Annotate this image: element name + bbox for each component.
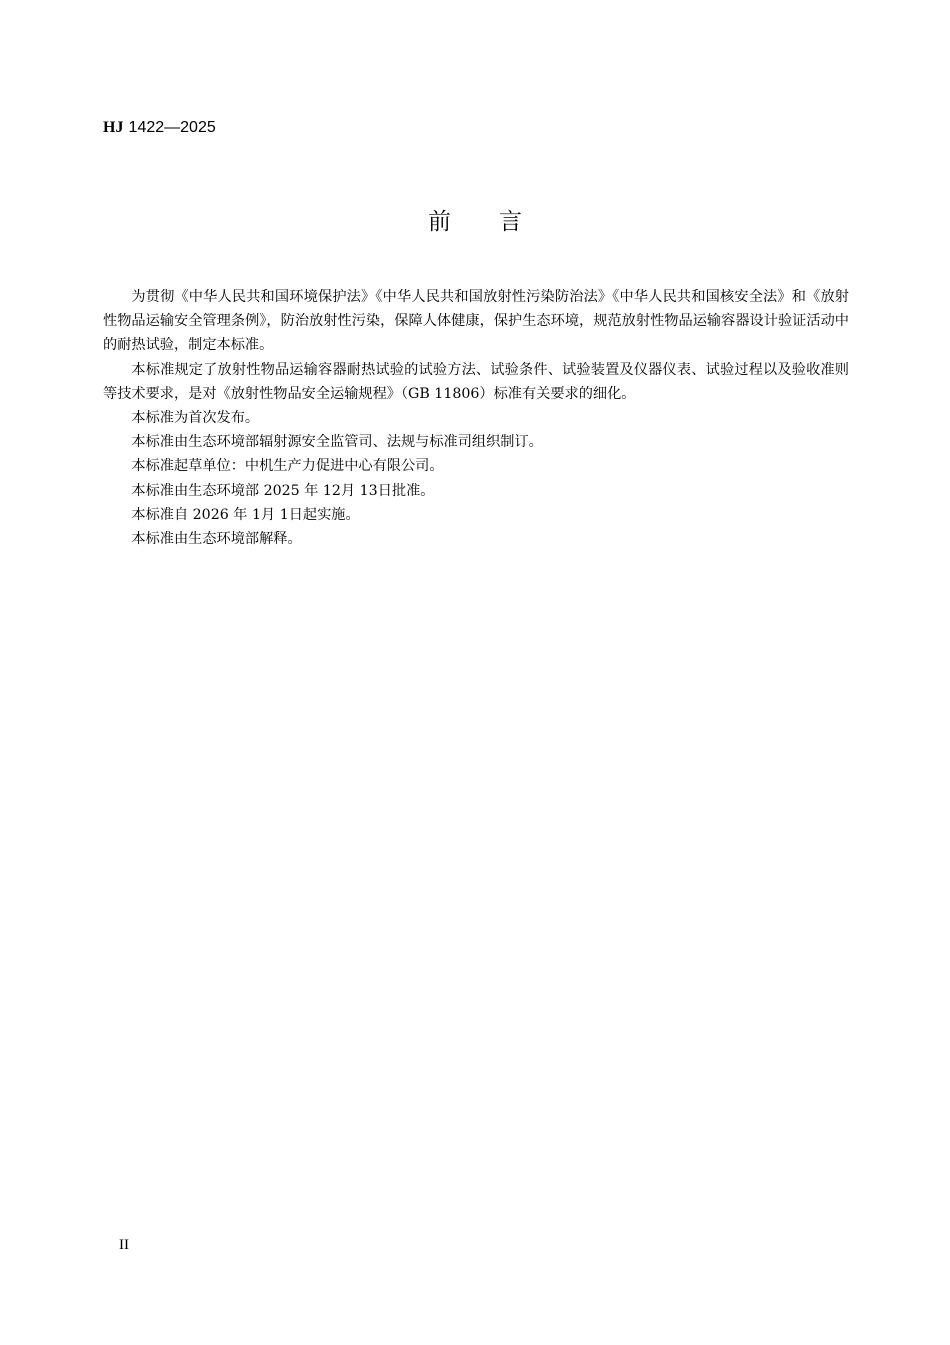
standard-code: HJ [103,119,124,136]
paragraph-purpose: 为贯彻《中华人民共和国环境保护法》《中华人民共和国放射性污染防治法》《中华人民共和国核安全法》和《放射性物品运输安全管理条例》，防治放射性污染，保障人体健康，保护生态环境，规范放射性物品运输容器设计验证活动中的耐热试验，制定本标准。 [103,289,849,354]
paragraph-drafting-unit: 本标准起草单位：中机生产力促进中心有限公司。 [131,458,444,475]
standard-header [103,117,216,138]
page-title [0,205,950,239]
standard-number: 1422—2025 [128,119,216,136]
paragraph-approval-date: 本标准由生态环境部 2025 年 12月 13日批准。 [131,482,435,499]
paragraph-scope: 本标准规定了放射性物品运输容器耐热试验的试验方法、试验条件、试验装置及仪器仪表、试验过程以及验收准则等技术要求，是对《放射性物品安全运输规程》（GB 11806）标准有关要求的细化。 [103,361,849,402]
title-char-1: 前 [428,209,451,235]
paragraph-interpretation: 本标准由生态环境部解释。 [131,531,302,548]
paragraph-organizer: 本标准由生态环境部辐射源安全监管司、法规与标准司组织制订。 [131,434,543,451]
page-number: II [119,1237,129,1253]
foreword-body [103,285,849,551]
paragraph-first-release: 本标准为首次发布。 [131,410,260,427]
title-char-2: 言 [499,209,522,235]
paragraph-effective-date: 本标准自 2026 年 1月 1日起实施。 [131,506,360,523]
